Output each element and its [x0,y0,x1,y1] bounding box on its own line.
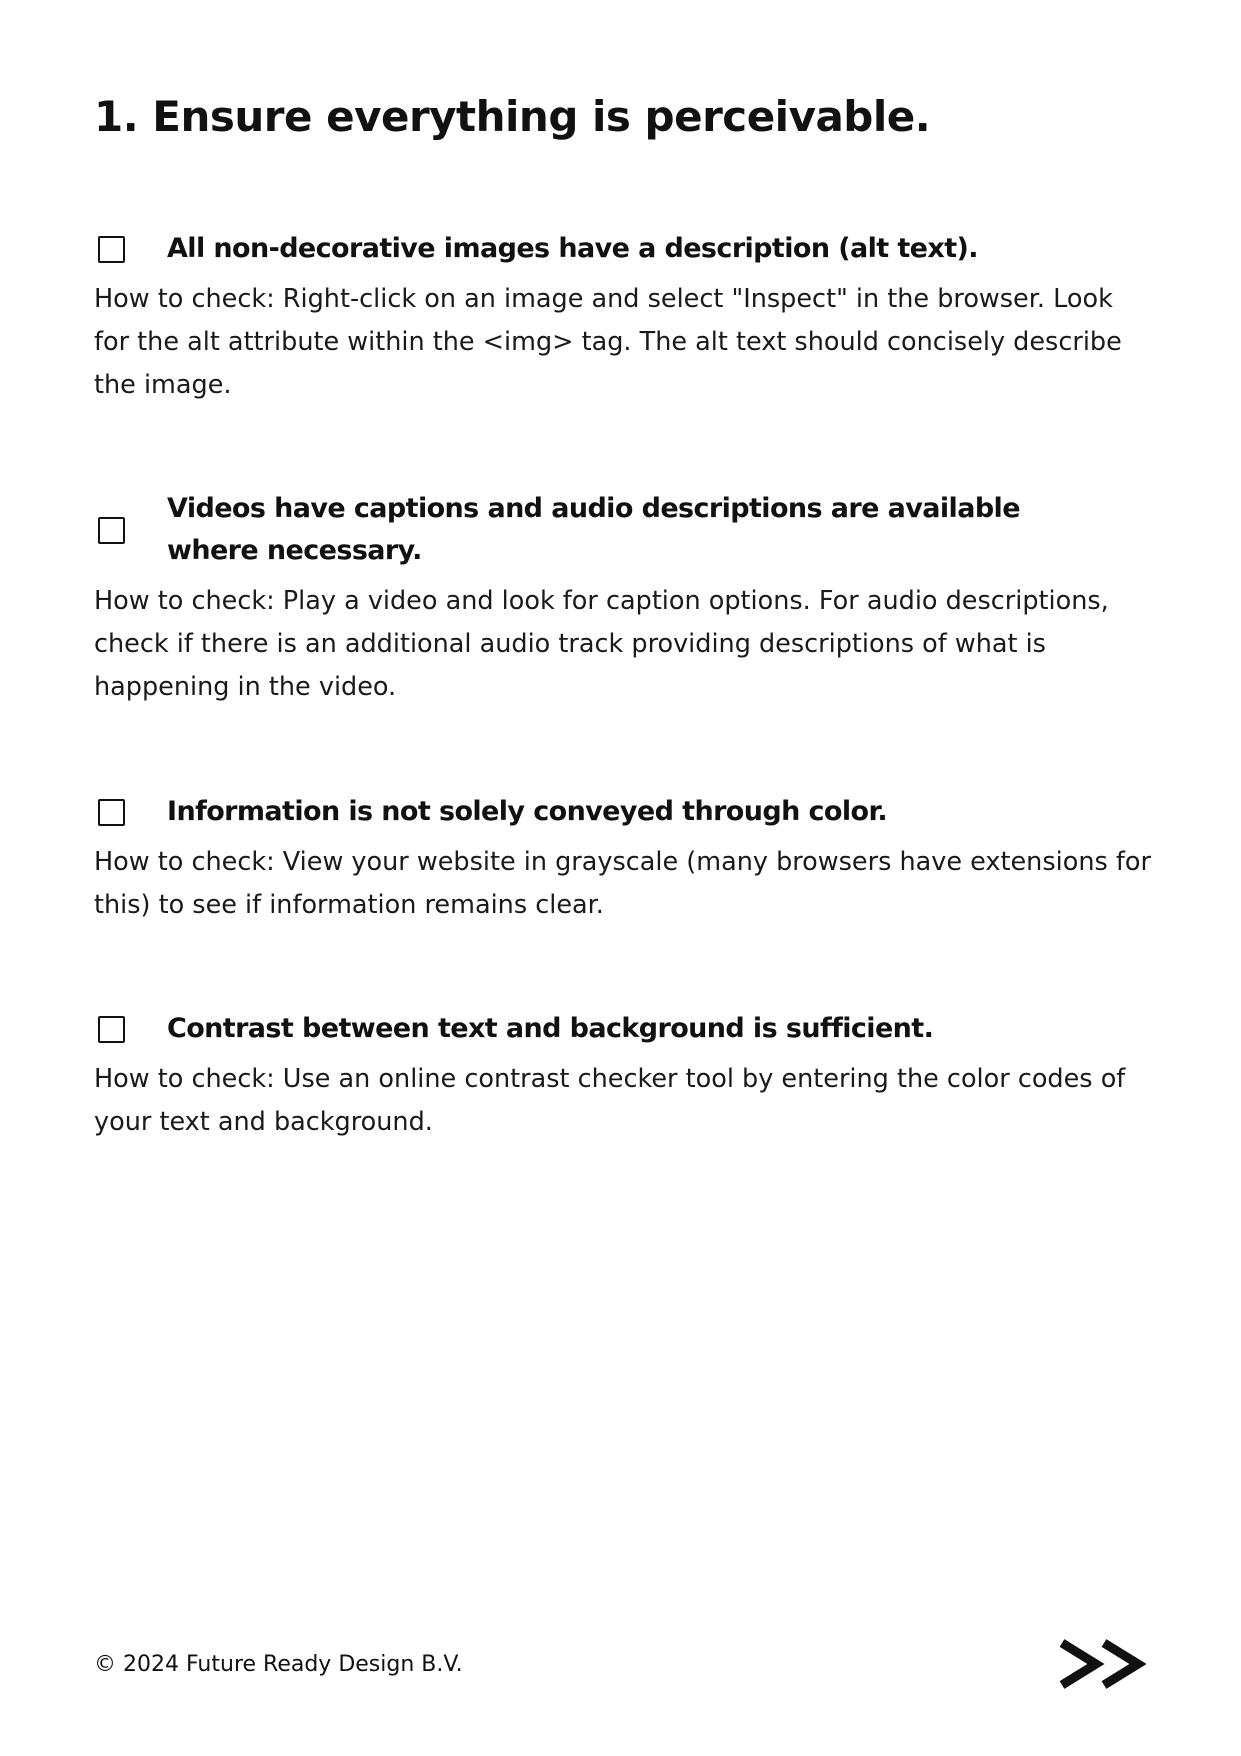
checkbox[interactable] [98,236,125,263]
checklist-item-description: How to check: Right-click on an image and select "Inspect" in the browser. Look for the alt attribute within the <img> tag. The alt text should concisely describe the image. [94,284,1122,400]
checklist-item-title: Videos have captions and audio descriptions are available where necessary. [167,493,1020,566]
checklist-item-description: How to check: Play a video and look for caption options. For audio descriptions, check if there is an additional audio track providing descriptions of what is happening in the video. [94,586,1109,702]
double-chevron-right-icon[interactable] [1056,1635,1148,1693]
checklist-item-title: Contrast between text and background is sufficient. [167,1013,934,1044]
checklist-item [94,488,1154,709]
checkbox[interactable] [98,799,125,826]
page-title: 1. Ensure everything is perceivable. [94,92,931,141]
checkbox[interactable] [98,1016,125,1043]
checklist-item-header [94,228,1154,270]
checklist-item-title: Information is not solely conveyed through color. [167,796,887,827]
checklist-item [94,228,1154,407]
checklist-item-header [94,791,1154,833]
checklist-item [94,1008,1154,1144]
checklist-item [94,791,1154,927]
checklist-item-description: How to check: Use an online contrast checker tool by entering the color codes of your text and background. [94,1064,1126,1137]
checkbox[interactable] [98,517,125,544]
checklist-item-header [94,488,1154,572]
checklist-item-header [94,1008,1154,1050]
footer-copyright: © 2024 Future Ready Design B.V. [94,1652,463,1677]
checklist-item-title: All non-decorative images have a description (alt text). [167,233,978,264]
checklist-item-description: How to check: View your website in grayscale (many browsers have extensions for this) to see if information remains clear. [94,847,1151,920]
